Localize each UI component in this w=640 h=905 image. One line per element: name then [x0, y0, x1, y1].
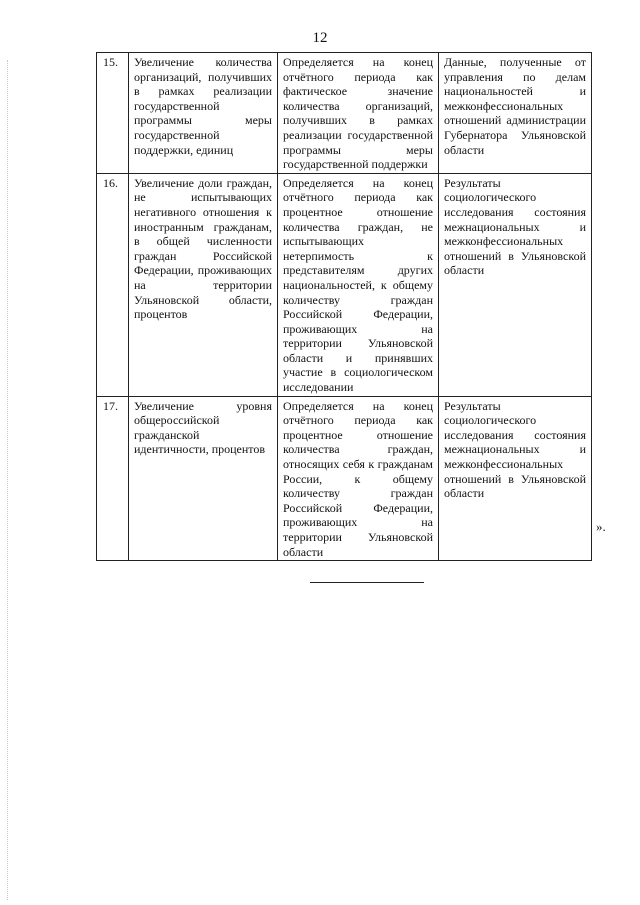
data-source: Данные, полученные от управления по делам национальностей и межконфессиональных отношений администрации Губернатора Ульяновской области: [439, 53, 592, 174]
page-number: 12: [312, 30, 328, 46]
calculation-method: Определяется на конец отчётного периода как фактическое значение количества организаций, получивших в рамках реализации государственной программы меры государственной поддержки: [278, 53, 439, 174]
data-source: Результаты социологического исследования состояния межнациональных и межконфессиональных отношений в Ульяновской области: [439, 173, 592, 396]
table-row: [97, 53, 592, 174]
indicators-table: [96, 52, 592, 561]
closing-quote: ».: [596, 519, 606, 534]
row-number: 15.: [97, 53, 129, 174]
data-source: Результаты социологического исследования состояния межнациональных и межконфессиональных отношений в Ульяновской области: [439, 396, 592, 561]
row-number: 16.: [97, 173, 129, 396]
row-number: 17.: [97, 396, 129, 561]
table-row: [97, 396, 592, 561]
divider-line: [310, 582, 424, 583]
table-row: [97, 173, 592, 396]
indicator-name: Увеличение доли граждан, не испытывающих негативного отношения к иностранным гражданам, в общей численности граждан Российской Федерации, проживающих на территории Ульяновской области, процентов: [129, 173, 278, 396]
calculation-method: Определяется на конец отчётного периода как процентное отношение количества граждан, относящих себя к гражданам России, к общему количеству граждан Российской Федерации, проживающих на территории Ульяновской области: [278, 396, 439, 561]
indicator-name: Увеличение количества организаций, получивших в рамках реализации государственной программы меры государственной поддержки, единиц: [129, 53, 278, 174]
scan-margin-artifact: [7, 60, 8, 900]
calculation-method: Определяется на конец отчётного периода как процентное отношение количества граждан, не испытывающих нетерпимость к представителям других национальностей, к общему количеству граждан Российской Федерации, проживающих на территории Ульяновской области и принявших участие в социологическом исследовании: [278, 173, 439, 396]
indicator-name: Увеличение уровня общероссийской гражданской идентичности, процентов: [129, 396, 278, 561]
